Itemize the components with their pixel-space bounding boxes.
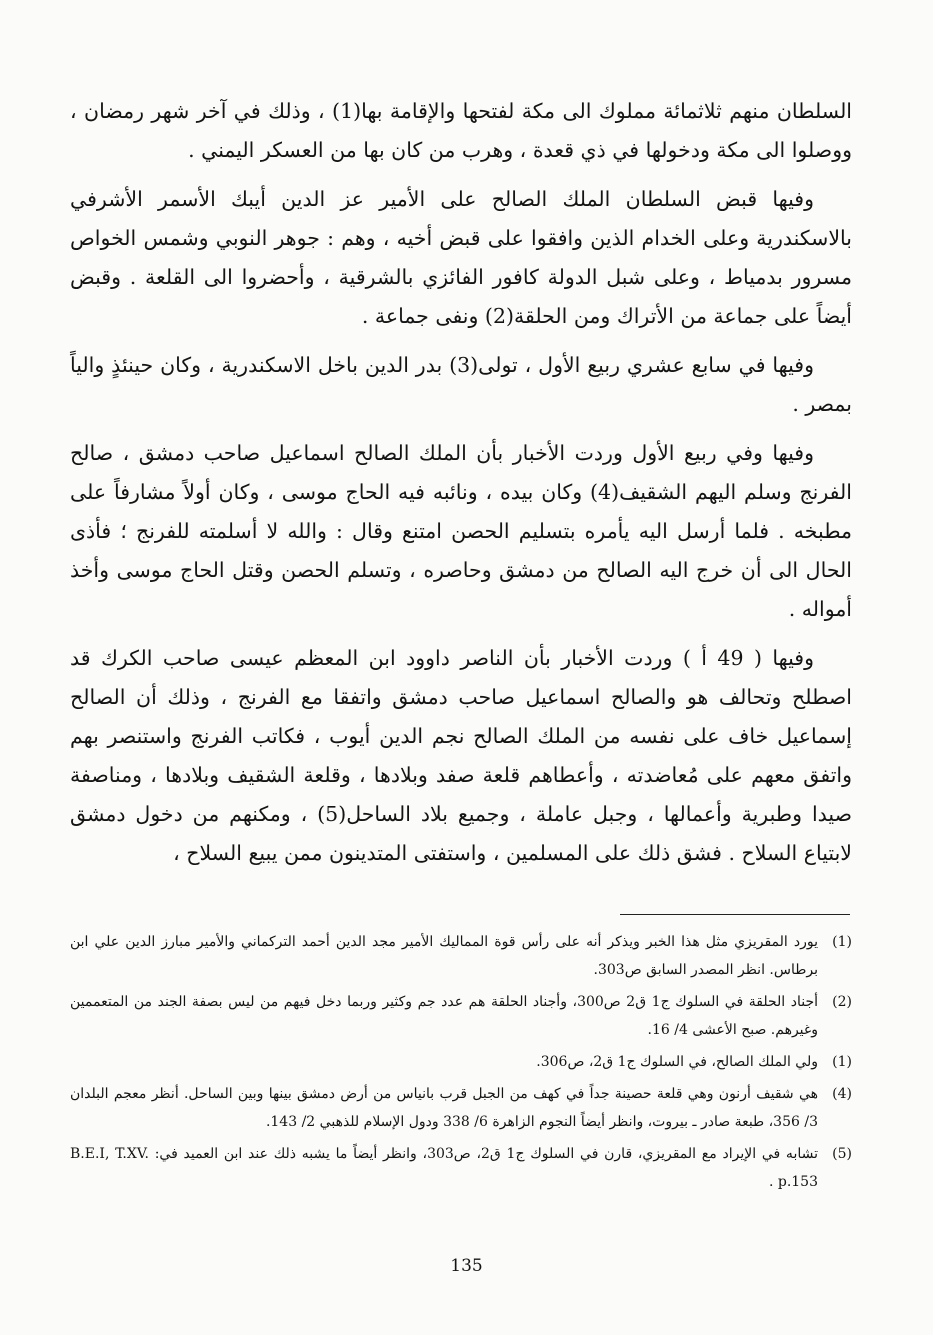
footnote — [70, 928, 852, 984]
footnote-text: أجناد الحلقة في السلوك ج1 ق2 ص300، وأجناد الحلقة هم عدد جم وكثير وربما دخل فيهم من ليس بصفة الجند من المتعممين وغيرهم. صبح الأعشى 4/ 16. — [70, 994, 818, 1038]
paragraph: وفيها قبض السلطان الملك الصالح على الأمير عز الدين أيبك الأسمر الأشرفي بالاسكندرية وعلى الخدام الذين وافقوا على قبض أخيه ، وهم : جوهر النوبي وشمس الخواص مسرور بدمياط ، وعلى شبل الدولة كافور الفائزي بالشرقية ، وأحضروا الى القلعة . وقبض أيضاً على جماعة من الأتراك ومن الحلقة(2) ونفى جماعة . — [70, 187, 852, 328]
paragraph: السلطان منهم ثلاثمائة مملوك الى مكة لفتحها والإقامة بها(1) ، وذلك في آخر شهر رمضان ، ووصلوا الى مكة ودخولها في ذي قعدة ، وهرب من كان بها من العسكر اليمني . — [70, 99, 853, 162]
footnote — [70, 988, 852, 1044]
footnote-number: (1) — [832, 934, 852, 950]
footnote-number: (5) — [832, 1146, 852, 1162]
main-text — [70, 92, 852, 883]
paragraph: وفيها ( 49 أ ) وردت الأخبار بأن الناصر داوود ابن المعظم عيسى صاحب الكرك قد اصطلح وتحالف هو والصالح اسماعيل صاحب دمشق واتفقا مع الفرنج ، وذلك أن الصالح إسماعيل خاف على نفسه من الملك الصالح نجم الدين أيوب ، فكاتب الفرنج واستنصر بهم واتفق معهم على مُعاضدته ، وأعطاهم قلعة صفد وبلادها ، وقلعة الشقيف وبلادها ، ومناصفة صيدا وطبرية وأعمالها ، وجبل عاملة ، وجميع بلاد الساحل(5) ، ومكنهم من دخول دمشق لابتياع السلاح . فشق ذلك على المسلمين ، واستفتى المتدينون ممن يبيع السلاح ، — [70, 646, 853, 865]
footnote-text: تشابه في الإيراد مع المقريزي، قارن في السلوك ج1 ق2، ص303، وانظر أيضاً ما يشبه ذلك عند ابن العميد في: B.E.I, T.XV. p.153 . — [70, 1146, 818, 1190]
footnotes — [70, 928, 852, 1200]
footnote — [70, 1140, 852, 1196]
footnote-text: ولي الملك الصالح، في السلوك ج1 ق2، ص306. — [536, 1054, 818, 1070]
footnote-number: (2) — [832, 994, 852, 1010]
footnote-text: يورد المقريزي مثل هذا الخبر ويذكر أنه على رأس قوة المماليك الأمير مجد الدين أحمد التركماني والأمير مبارز الدين علي ابن برطاس. انظر المصدر السابق ص303. — [70, 934, 818, 978]
paragraph: وفيها وفي ربيع الأول وردت الأخبار بأن الملك الصالح اسماعيل صاحب دمشق ، صالح الفرنج وسلم اليهم الشقيف(4) وكان بيده ، ونائبه فيه الحاج موسى ، وكان أولاً مشارفاً على مطبخه . فلما أرسل اليه يأمره بتسليم الحصن امتنع وقال : والله لا أسلمته للفرنج ؛ فأذى الحال الى أن خرج اليه الصالح من دمشق وحاصره ، وتسلم الحصن وقتل الحاج موسى وأخذ أمواله . — [70, 441, 852, 621]
footnote — [70, 1048, 852, 1076]
paragraph: وفيها في سابع عشري ربيع الأول ، تولى(3) بدر الدين باخل الاسكندرية ، وكان حينئذٍ والياً بمصر . — [70, 353, 852, 416]
page-number: 135 — [450, 1256, 483, 1276]
footnote-divider — [620, 914, 850, 915]
footnote — [70, 1080, 852, 1136]
footnote-number: (4) — [832, 1086, 852, 1102]
footnote-number: (1) — [832, 1054, 852, 1070]
footnote-text: هي شقيف أرنون وهي قلعة حصينة جداً في كهف من الجبل قرب بانياس من أرض دمشق بينها وبين الساحل. أنظر معجم البلدان 3/ 356، طبعة صادر ـ بيروت، وانظر أيضاً النجوم الزاهرة 6/ 338 ودول الإسلام للذهبي 2/ 143. — [70, 1086, 818, 1130]
